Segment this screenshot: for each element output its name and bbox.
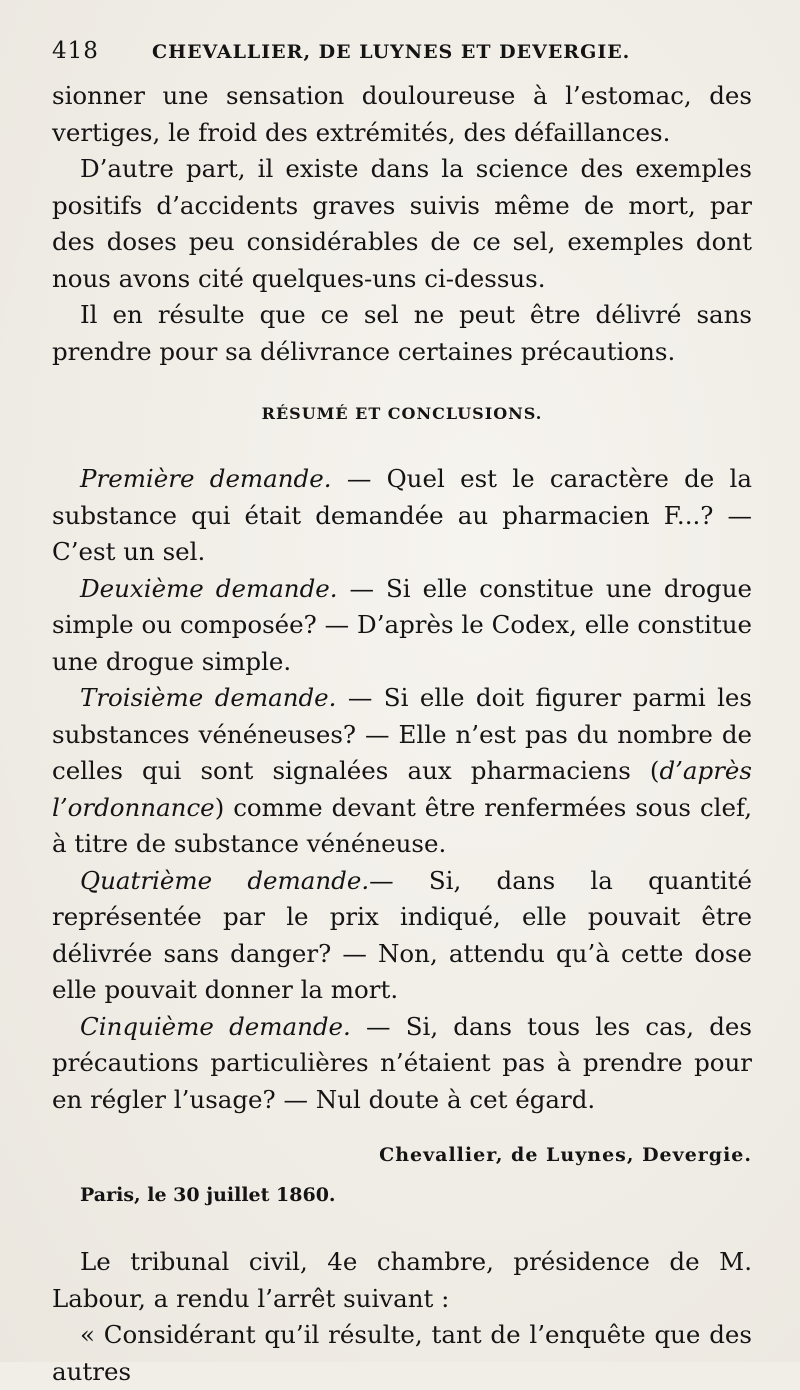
question-text: — Si, dans la quantité représentée par le prix indiqué, elle pouvait être délivrée sans danger? — Non, attendu qu’à cette dose elle pouvait donner la mort. — [52, 865, 752, 1004]
citation: d’après l’ordonnance — [52, 756, 752, 822]
section-title: RÉSUMÉ ET CONCLUSIONS. — [261, 404, 543, 423]
question-label: Deuxième demande. — [80, 573, 338, 603]
question-text: — Si, dans tous les cas, des précautions particulières n’étaient pas à prendre pour en régler l’usage? — Nul doute à cet égard. — [52, 1011, 752, 1114]
question-text: ) comme devant être renfermées sous clef, à titre de substance vénéneuse. — [52, 792, 752, 858]
question-1 — [52, 461, 752, 571]
paragraph: D’autre part, il existe dans la science des exemples positifs d’accidents graves suivis même de mort, par des doses peu considérables de ce sel, exemples dont nous avons cité quelques-uns ci-dessus. — [52, 154, 752, 293]
question-label: Première demande. — [80, 464, 332, 493]
paragraph: Le tribunal civil, 4e chambre, présidence de M. Labour, a rendu l’arrêt suivant : — [52, 1247, 752, 1313]
question-5 — [52, 1009, 752, 1119]
date-line: Paris, le 30 juillet 1860. — [80, 1184, 336, 1206]
page-number: 418 — [52, 38, 99, 64]
paragraph: sionner une sensation douloureuse à l’estomac, des vertiges, le froid des extrémités, des défaillances. — [52, 81, 752, 147]
question-text: — Si elle constitue une drogue simple ou composée? — D’après le Codex, elle constitue une drogue simple. — [52, 573, 752, 676]
question-label: Quatrième demande. — [80, 865, 370, 895]
paragraph: « Considérant qu’il résulte, tant de l’enquête que des autres — [52, 1320, 752, 1386]
running-title: CHEVALLIER, DE LUYNES ET DEVERGIE. — [152, 41, 631, 63]
question-text: — Quel est le caractère de la substance qui était demandée au pharmacien F...? — C’est un sel. — [52, 464, 753, 566]
question-text: — Si elle doit figurer parmi les substances vénéneuses? — Elle n’est pas du nombre de celles qui sont signalées aux pharmaciens ( — [52, 683, 752, 785]
page-header — [52, 38, 752, 78]
question-2 — [52, 571, 752, 681]
question-label: Cinquième demande. — [80, 1011, 351, 1041]
question-3 — [52, 680, 752, 863]
question-4 — [52, 863, 752, 1009]
question-label: Troisième demande. — [80, 683, 337, 712]
paragraph: Il en résulte que ce sel ne peut être délivré sans prendre pour sa délivrance certaines précautions. — [52, 300, 752, 366]
signature: Chevallier, de Luynes, Devergie. — [379, 1144, 752, 1166]
